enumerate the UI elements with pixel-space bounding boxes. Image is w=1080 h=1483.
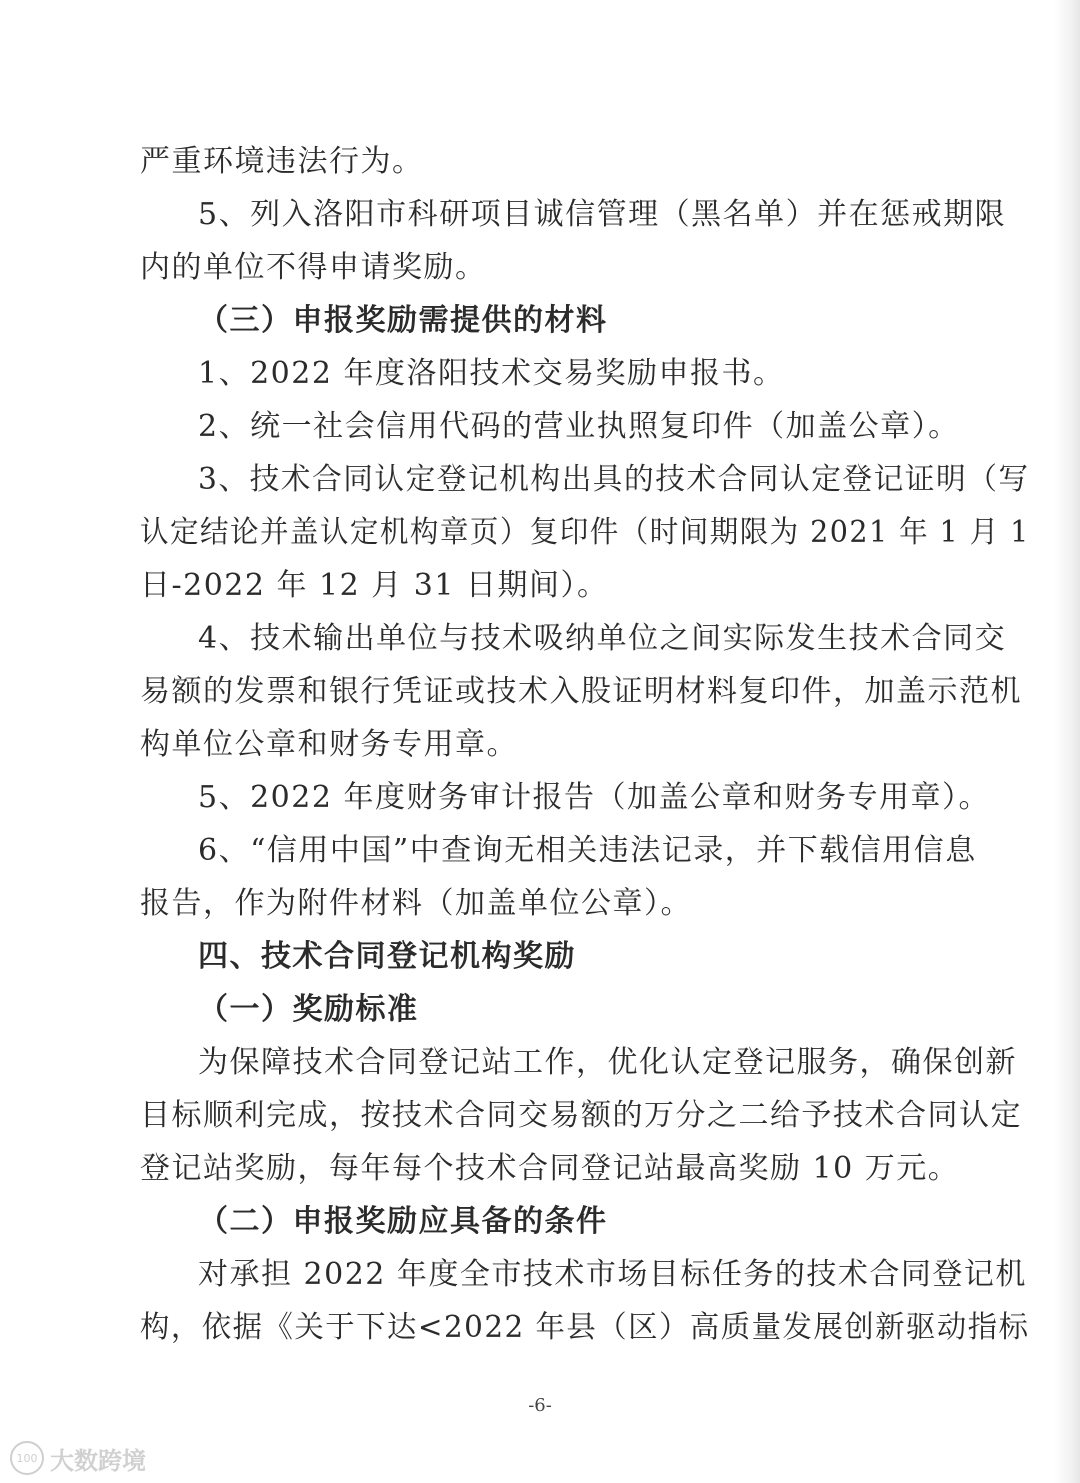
page-number: -6- — [528, 1395, 552, 1416]
text-line-15: 报告，作为附件材料（加盖单位公章）。 — [140, 886, 692, 921]
watermark-text: 大数跨境 — [50, 1446, 146, 1475]
text-line-20: 登记站奖励，每年每个技术合同登记站最高奖励 10 万元。 — [140, 1151, 960, 1186]
text-line-22: 对承担 2022 年度全市技术市场目标任务的技术合同登记机 — [198, 1257, 1027, 1292]
watermark-logo-icon: 100 — [10, 1441, 44, 1475]
watermark — [10, 1440, 146, 1476]
text-line-23: 构，依据《关于下达<2022 年县（区）高质量发展创新驱动指标 — [140, 1310, 1030, 1345]
text-line-7: 3、技术合同认定登记机构出具的技术合同认定登记证明（写 — [198, 462, 1030, 497]
text-line-8: 认定结论并盖认定机构章页）复印件（时间期限为 2021 年 1 月 1 — [140, 515, 1030, 550]
text-line-9: 日-2022 年 12 月 31 日期间）。 — [140, 568, 609, 603]
text-line-13: 5、2022 年度财务审计报告（加盖公章和财务专用章）。 — [198, 780, 990, 815]
text-line-11: 易额的发票和银行凭证或技术入股证明材料复印件，加盖示范机 — [140, 674, 1022, 709]
text-line-18: 为保障技术合同登记站工作，优化认定登记服务，确保创新 — [198, 1045, 1017, 1080]
scan-edge-shadow — [1054, 0, 1080, 1483]
subheading-3: （三）申报奖励需提供的材料 — [198, 303, 608, 338]
text-line-5: 1、2022 年度洛阳技术交易奖励申报书。 — [198, 356, 785, 391]
text-line-19: 目标顺利完成，按技术合同交易额的万分之二给予技术合同认定 — [140, 1098, 1022, 1133]
text-line-6: 2、统一社会信用代码的营业执照复印件（加盖公章）。 — [198, 409, 960, 444]
text-line-10: 4、技术输出单位与技术吸纳单位之间实际发生技术合同交 — [198, 621, 1007, 656]
text-line-14: 6、“信用中国”中查询无相关违法记录，并下载信用信息 — [198, 833, 977, 868]
text-line-2: 5、列入洛阳市科研项目诚信管理（黑名单）并在惩戒期限 — [198, 197, 1007, 232]
text-line-12: 构单位公章和财务专用章。 — [140, 727, 518, 762]
subheading-1: （一）奖励标准 — [198, 992, 419, 1027]
subheading-2: （二）申报奖励应具备的条件 — [198, 1204, 608, 1239]
section-heading-4: 四、技术合同登记机构奖励 — [198, 939, 576, 974]
text-line-1: 严重环境违法行为。 — [140, 144, 424, 179]
text-line-3: 内的单位不得申请奖励。 — [140, 250, 487, 285]
